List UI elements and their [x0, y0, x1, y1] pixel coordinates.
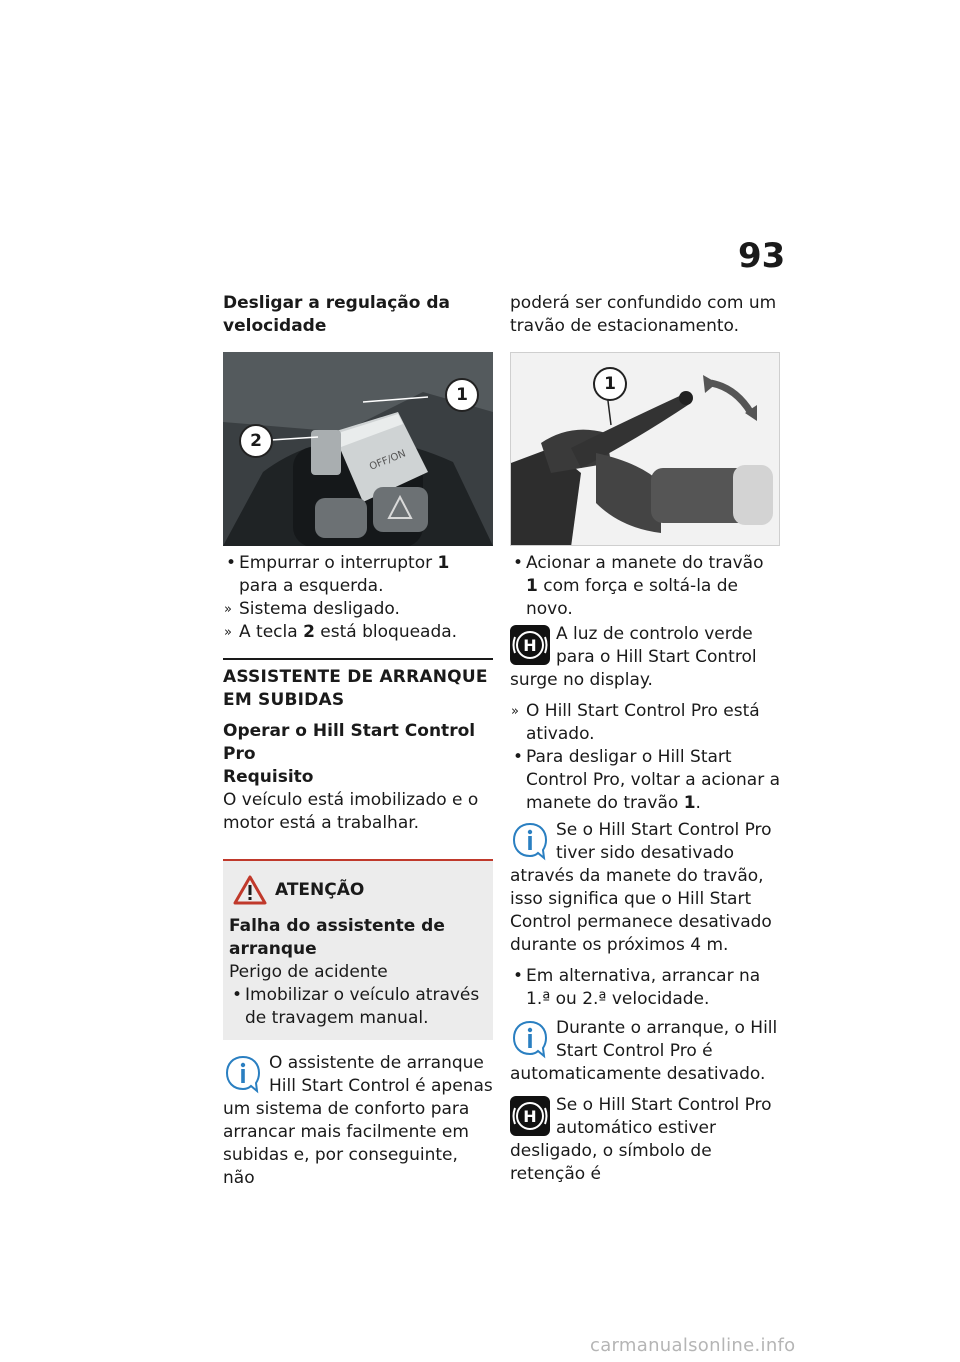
section-divider — [223, 658, 493, 660]
info-note-auto-deactivate: Durante o arranque, o Hill Start Control Pro é automaticamente desativado. — [510, 1018, 778, 1084]
result-hsc-active: » O Hill Start Control Pro está ativado. — [510, 700, 780, 746]
hold-indicator-note: H A luz de controlo verde para o Hill Start Control surge no display. — [510, 624, 757, 690]
step-apply-brake-lever: • Acionar a manete do travão 1 com força e soltá-la de novo. — [510, 552, 780, 621]
right-column — [510, 292, 780, 1186]
figure1-callout-1: 1 — [445, 378, 479, 412]
watermark: carmanualsonline.info — [590, 1335, 796, 1356]
subheading-operate-hsc: Operar o Hill Start Control Pro — [223, 721, 476, 764]
info-note-disabled-distance: Se o Hill Start Control Pro tiver sido desativado através da manete do travão, isso significa que o Hill Start Control permanece desativado durante os próximos 4 m. — [510, 820, 772, 955]
hill-hold-indicator-icon — [510, 1096, 550, 1136]
result-key-locked: » A tecla 2 está bloqueada. — [223, 621, 493, 644]
warning-text: Perigo de acidente — [229, 962, 388, 982]
requirement-heading: Requisito — [223, 767, 314, 787]
hill-hold-indicator-icon — [510, 625, 550, 665]
warning-heading: Falha do assistente de arranque — [229, 916, 445, 959]
info-icon — [510, 1019, 550, 1059]
left-column — [223, 292, 493, 1190]
info-icon — [223, 1054, 263, 1094]
step-disable-hsc: • Para desligar o Hill Start Control Pro, voltar a acionar a manete do travão 1. — [510, 746, 780, 815]
warning-title: ATENÇÃO — [275, 879, 365, 900]
figure1-callout-2: 2 — [239, 424, 273, 458]
info-note-comfort: O assistente de arranque Hill Start Control é apenas um sistema de conforto para arrancar mais facilmente em subidas e, por conseguinte, não — [223, 1053, 493, 1188]
requirement-text: O veículo está imobilizado e o motor está a trabalhar. — [223, 790, 479, 833]
page-number: 93 — [738, 236, 786, 276]
result-system-off: » Sistema desligado. — [223, 598, 493, 621]
svg-text:H: H — [523, 1107, 537, 1126]
warning-box — [223, 859, 493, 1040]
step-push-switch: • Empurrar o interruptor 1 para a esquerda. — [223, 552, 493, 598]
hold-indicator-note-2: H Se o Hill Start Control Pro automático estiver desligado, o símbolo de retenção é — [510, 1095, 772, 1184]
warning-header — [229, 875, 487, 905]
warning-bullet: • Imobilizar o veículo através de travagem manual. — [229, 984, 487, 1030]
figure-handlebar-switch — [223, 352, 493, 546]
offon-label: OFF/ON — [368, 448, 408, 473]
brake-lever-illustration — [511, 353, 780, 546]
figure-brake-lever — [510, 352, 780, 546]
info-icon — [510, 821, 550, 861]
warning-triangle-icon — [233, 875, 267, 905]
continued-text: poderá ser confundido com um travão de estacionamento. — [510, 293, 777, 336]
heading-disable-speed-control: Desligar a regulação da velocidade — [223, 293, 451, 336]
figure2-callout-1: 1 — [593, 367, 627, 401]
section-title-hill-start: ASSISTENTE DE ARRANQUE EM SUBIDAS — [223, 667, 488, 710]
step-alternative-gear: • Em alternativa, arrancar na 1.ª ou 2.ª velocidade. — [510, 965, 780, 1011]
svg-text:H: H — [523, 636, 537, 655]
